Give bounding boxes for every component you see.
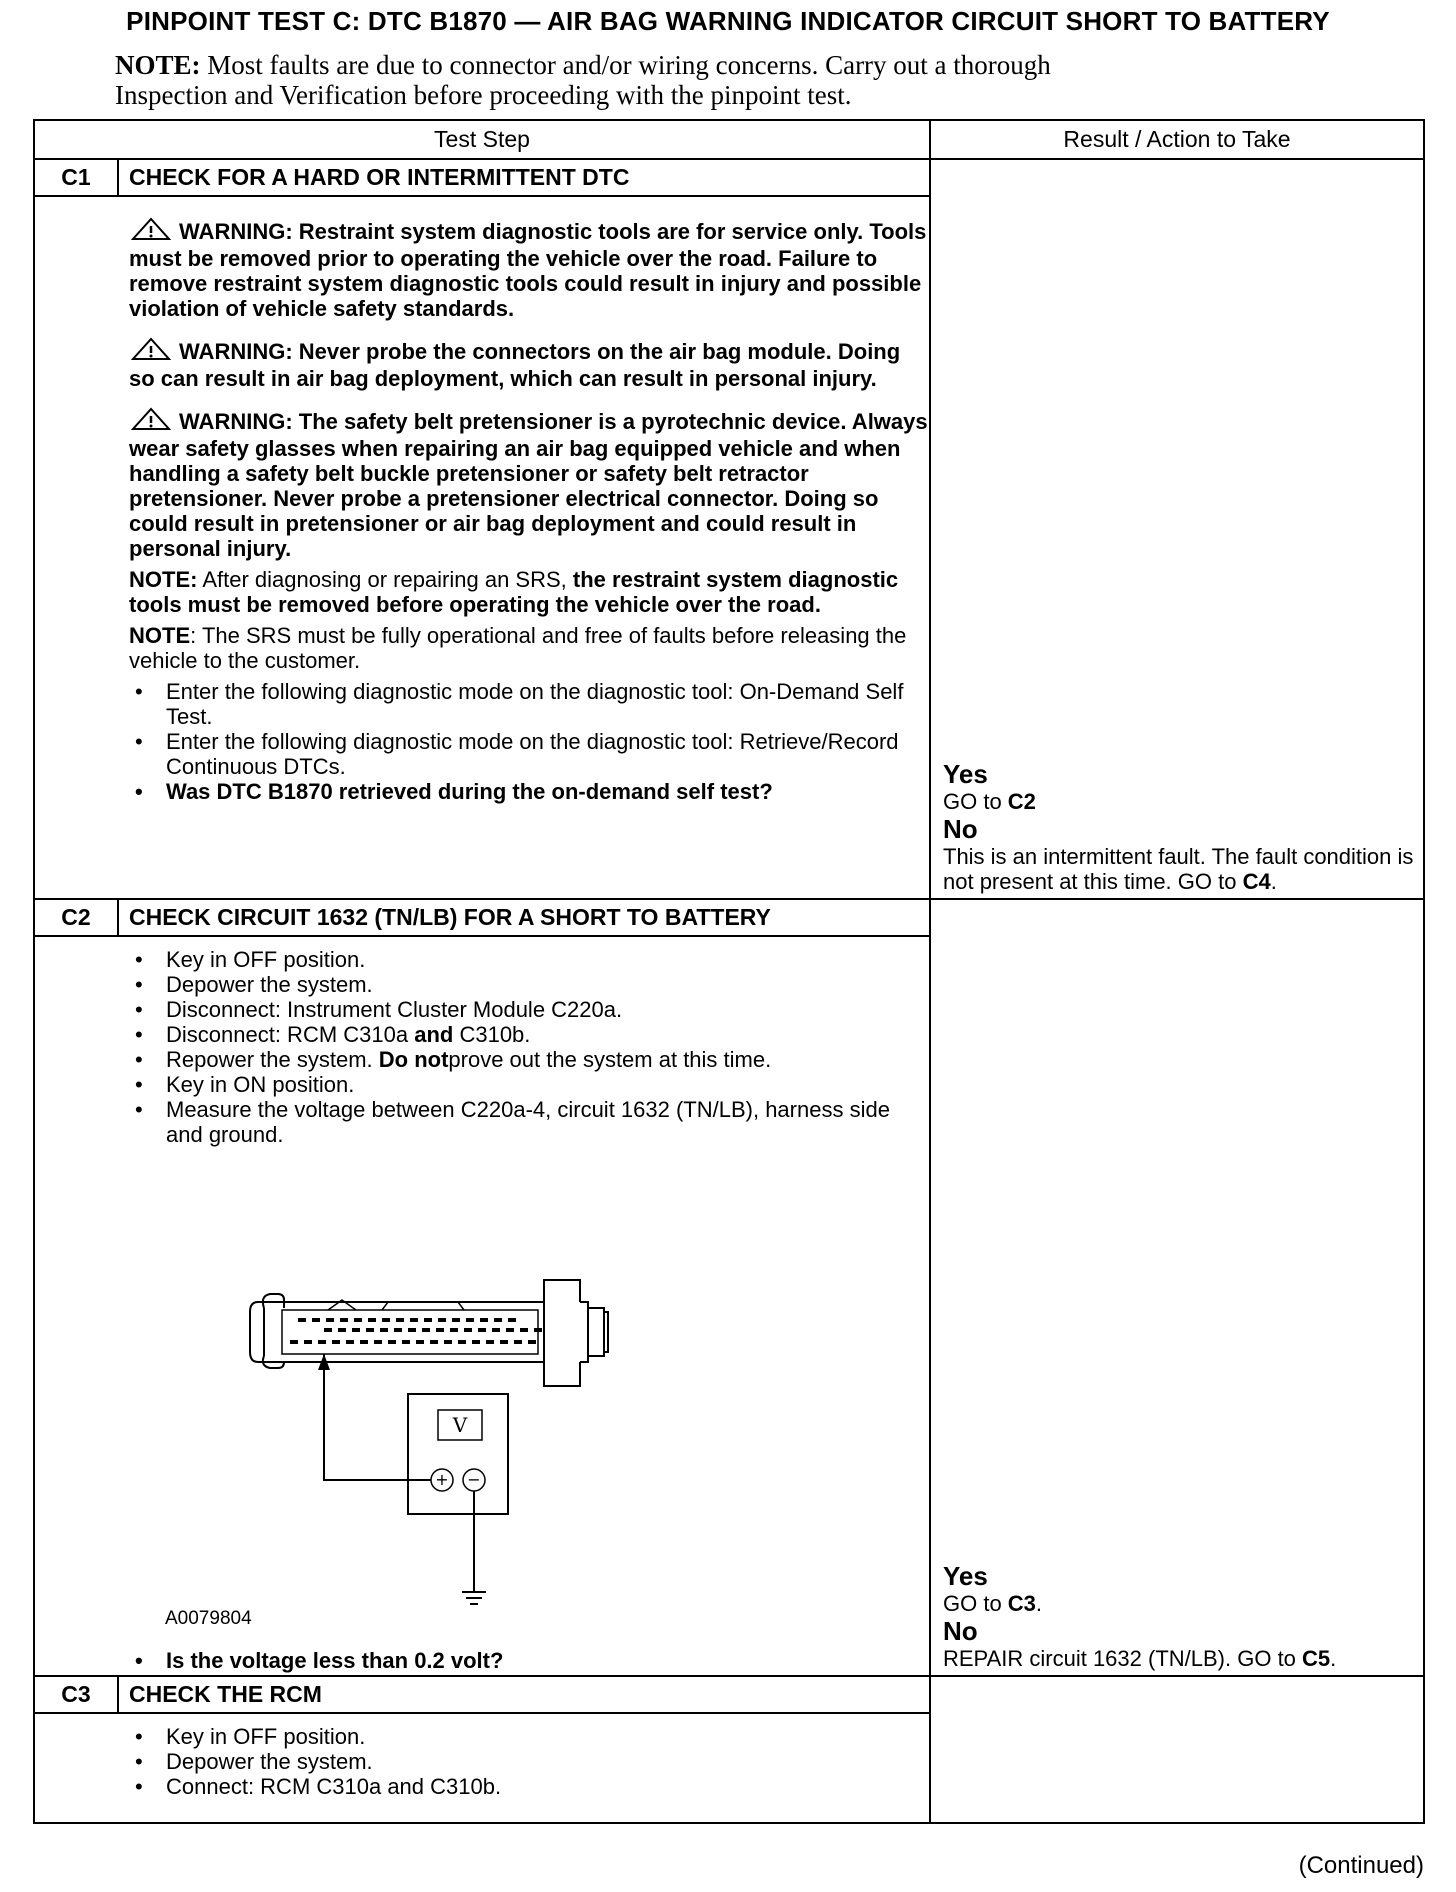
- connector-pin: [380, 1328, 388, 1332]
- connector-pin: [500, 1340, 508, 1344]
- connector-pin: [436, 1328, 444, 1332]
- step-c2-result: [931, 900, 1423, 1675]
- step-c2-question-list: [129, 1648, 503, 1673]
- connector-pin: [430, 1340, 438, 1344]
- connector-pin: [528, 1340, 536, 1344]
- warning-triangle-icon: [129, 217, 179, 246]
- voltmeter-label: V: [452, 1413, 468, 1437]
- list-item: • Key in OFF position.: [129, 1724, 929, 1749]
- note-remove-tools: NOTE: After diagnosing or repairing an SRS, the restraint system diagnostic tools must be removed before operating the vehicle over the road.: [129, 567, 899, 617]
- page-title: PINPOINT TEST C: DTC B1870 — AIR BAG WARNING INDICATOR CIRCUIT SHORT TO BATTERY: [126, 6, 1330, 36]
- connector-pin: [374, 1340, 382, 1344]
- connector-pin: [290, 1340, 298, 1344]
- connector-voltmeter-diagram: [208, 1262, 688, 1622]
- step-c2-bullets: [129, 947, 929, 1147]
- step-c2-id: C2: [35, 900, 119, 935]
- step-c1-question: • Was DTC B1870 retrieved during the on-demand self test?: [129, 779, 929, 804]
- step-c1-header: [35, 160, 929, 197]
- connector-pin: [452, 1318, 460, 1322]
- connector-pin: [438, 1318, 446, 1322]
- connector-pin: [394, 1328, 402, 1332]
- connector-pin: [480, 1318, 488, 1322]
- step-c3-body: [35, 1714, 929, 1822]
- connector-pin: [326, 1318, 334, 1322]
- warning-triangle-icon: [129, 407, 179, 436]
- list-item: • Key in ON position.: [129, 1072, 929, 1097]
- connector-pin: [424, 1318, 432, 1322]
- connector-pin: [396, 1318, 404, 1322]
- step-c1-result: [931, 160, 1423, 898]
- connector-pin: [298, 1318, 306, 1322]
- connector-pin: [508, 1318, 516, 1322]
- list-item: • Enter the following diagnostic mode on the diagnostic tool: Retrieve/Record Continuous DTCs.: [129, 729, 929, 779]
- result-yes-label: Yes: [943, 759, 988, 789]
- table-header: [35, 121, 1423, 160]
- connector-pin: [464, 1328, 472, 1332]
- continued-label: (Continued): [1298, 1852, 1424, 1879]
- warning-triangle-icon: [129, 337, 179, 366]
- connector-pin: [340, 1318, 348, 1322]
- intro-note-label: NOTE:: [115, 50, 201, 80]
- step-c1-title: CHECK FOR A HARD OR INTERMITTENT DTC: [129, 164, 630, 190]
- step-c1-id: C1: [35, 160, 119, 195]
- connector-pin: [312, 1318, 320, 1322]
- minus-terminal-icon: −: [467, 1470, 481, 1489]
- connector-pin: [514, 1340, 522, 1344]
- step-c2-header: [35, 900, 929, 937]
- connector-pin: [458, 1340, 466, 1344]
- connector-pin: [304, 1340, 312, 1344]
- connector-pin: [416, 1340, 424, 1344]
- list-item: • Depower the system.: [129, 1749, 929, 1774]
- intro-note-text-2: Inspection and Verification before proceeding with the pinpoint test.: [115, 80, 852, 110]
- list-item: • Disconnect: RCM C310a and C310b.: [129, 1022, 929, 1047]
- list-item: • Measure the voltage between C220a-4, circuit 1632 (TN/LB), harness side and ground.: [129, 1097, 929, 1147]
- step-c1-bullets: [129, 679, 929, 804]
- connector-pin: [346, 1340, 354, 1344]
- list-item: • Key in OFF position.: [129, 947, 929, 972]
- connector-pin: [410, 1318, 418, 1322]
- step-c3-title: CHECK THE RCM: [129, 1681, 322, 1707]
- connector-pin: [486, 1340, 494, 1344]
- list-item: • Connect: RCM C310a and C310b.: [129, 1774, 929, 1799]
- connector-pin: [324, 1328, 332, 1332]
- result-no-label: No: [943, 1616, 978, 1646]
- list-item: • Disconnect: Instrument Cluster Module C220a.: [129, 997, 929, 1022]
- connector-pin: [422, 1328, 430, 1332]
- connector-pin: [506, 1328, 514, 1332]
- header-result-action: Result / Action to Take: [1063, 126, 1291, 152]
- connector-pin: [354, 1318, 362, 1322]
- connector-pin: [444, 1340, 452, 1344]
- connector-pin: [352, 1328, 360, 1332]
- result-yes-action: GO to C2: [943, 789, 1036, 814]
- step-c1: [35, 160, 1423, 900]
- connector-pin: [494, 1318, 502, 1322]
- step-c1-test: [35, 160, 931, 898]
- step-c3-bullets: [129, 1724, 929, 1799]
- warning-probe-connectors: WARNING: Never probe the connectors on the air bag module. Doing so can result in air bag deployment, which can result in personal injury.: [129, 339, 901, 391]
- step-c3-result: [931, 1677, 1423, 1822]
- connector-pin: [520, 1328, 528, 1332]
- connector-pin: [466, 1318, 474, 1322]
- result-yes-action: GO to C3.: [943, 1591, 1043, 1616]
- connector-pin: [492, 1328, 500, 1332]
- connector-pin: [366, 1328, 374, 1332]
- connector-pin: [472, 1340, 480, 1344]
- connector-pin: [408, 1328, 416, 1332]
- intro-note: [115, 50, 1315, 110]
- connector-pin: [338, 1328, 346, 1332]
- step-c3-test: [35, 1677, 931, 1822]
- result-no-action: This is an intermittent fault. The fault condition is not present at this time. GO to C4.: [943, 844, 1414, 894]
- warning-diagnostic-tools: WARNING: Restraint system diagnostic tools are for service only. Tools must be removed prior to operating the vehicle over the road. Failure to remove restraint system diagnostic tools could result in injury and possible violation of vehicle safety standards.: [129, 219, 927, 321]
- warning-pretensioner: WARNING: The safety belt pretensioner is a pyrotechnic device. Always wear safety glasses when repairing an air bag equipped vehicle and when handling a safety belt buckle pretensioner or safety belt retractor pretensioner. Never probe a pretensioner electrical connector. Doing so could result in pretensioner or air bag deployment and could result in personal injury.: [129, 409, 928, 561]
- result-no-label: No: [943, 814, 978, 844]
- connector-pin: [388, 1340, 396, 1344]
- connector-pin: [382, 1318, 390, 1322]
- connector-pin: [402, 1340, 410, 1344]
- connector-pin: [368, 1318, 376, 1322]
- step-c3-id: C3: [35, 1677, 119, 1712]
- list-item: • Enter the following diagnostic mode on the diagnostic tool: On-Demand Self Test.: [129, 679, 929, 729]
- connector-pin: [332, 1340, 340, 1344]
- figure-id: A0079804: [165, 1608, 252, 1629]
- list-item: • Repower the system. Do notprove out the system at this time.: [129, 1047, 929, 1072]
- list-item: • Depower the system.: [129, 972, 929, 997]
- step-c2-question: • Is the voltage less than 0.2 volt?: [129, 1648, 503, 1673]
- result-no-action: REPAIR circuit 1632 (TN/LB). GO to C5.: [943, 1646, 1337, 1671]
- connector-pin: [360, 1340, 368, 1344]
- connector-pin: [478, 1328, 486, 1332]
- intro-note-text-1: Most faults are due to connector and/or wiring concerns. Carry out a thorough: [207, 50, 1051, 80]
- result-yes-label: Yes: [943, 1561, 988, 1591]
- step-c3-header: [35, 1677, 929, 1714]
- plus-terminal-icon: +: [435, 1470, 449, 1489]
- step-c1-body: [35, 197, 929, 898]
- header-test-step: Test Step: [35, 121, 931, 158]
- step-c2-title: CHECK CIRCUIT 1632 (TN/LB) FOR A SHORT TO BATTERY: [129, 904, 771, 930]
- connector-pin: [534, 1328, 542, 1332]
- connector-pin: [450, 1328, 458, 1332]
- connector-pin: [318, 1340, 326, 1344]
- note-srs-operational: NOTE: The SRS must be fully operational and free of faults before releasing the vehicle to the customer.: [129, 623, 907, 673]
- step-c3: [35, 1677, 1423, 1822]
